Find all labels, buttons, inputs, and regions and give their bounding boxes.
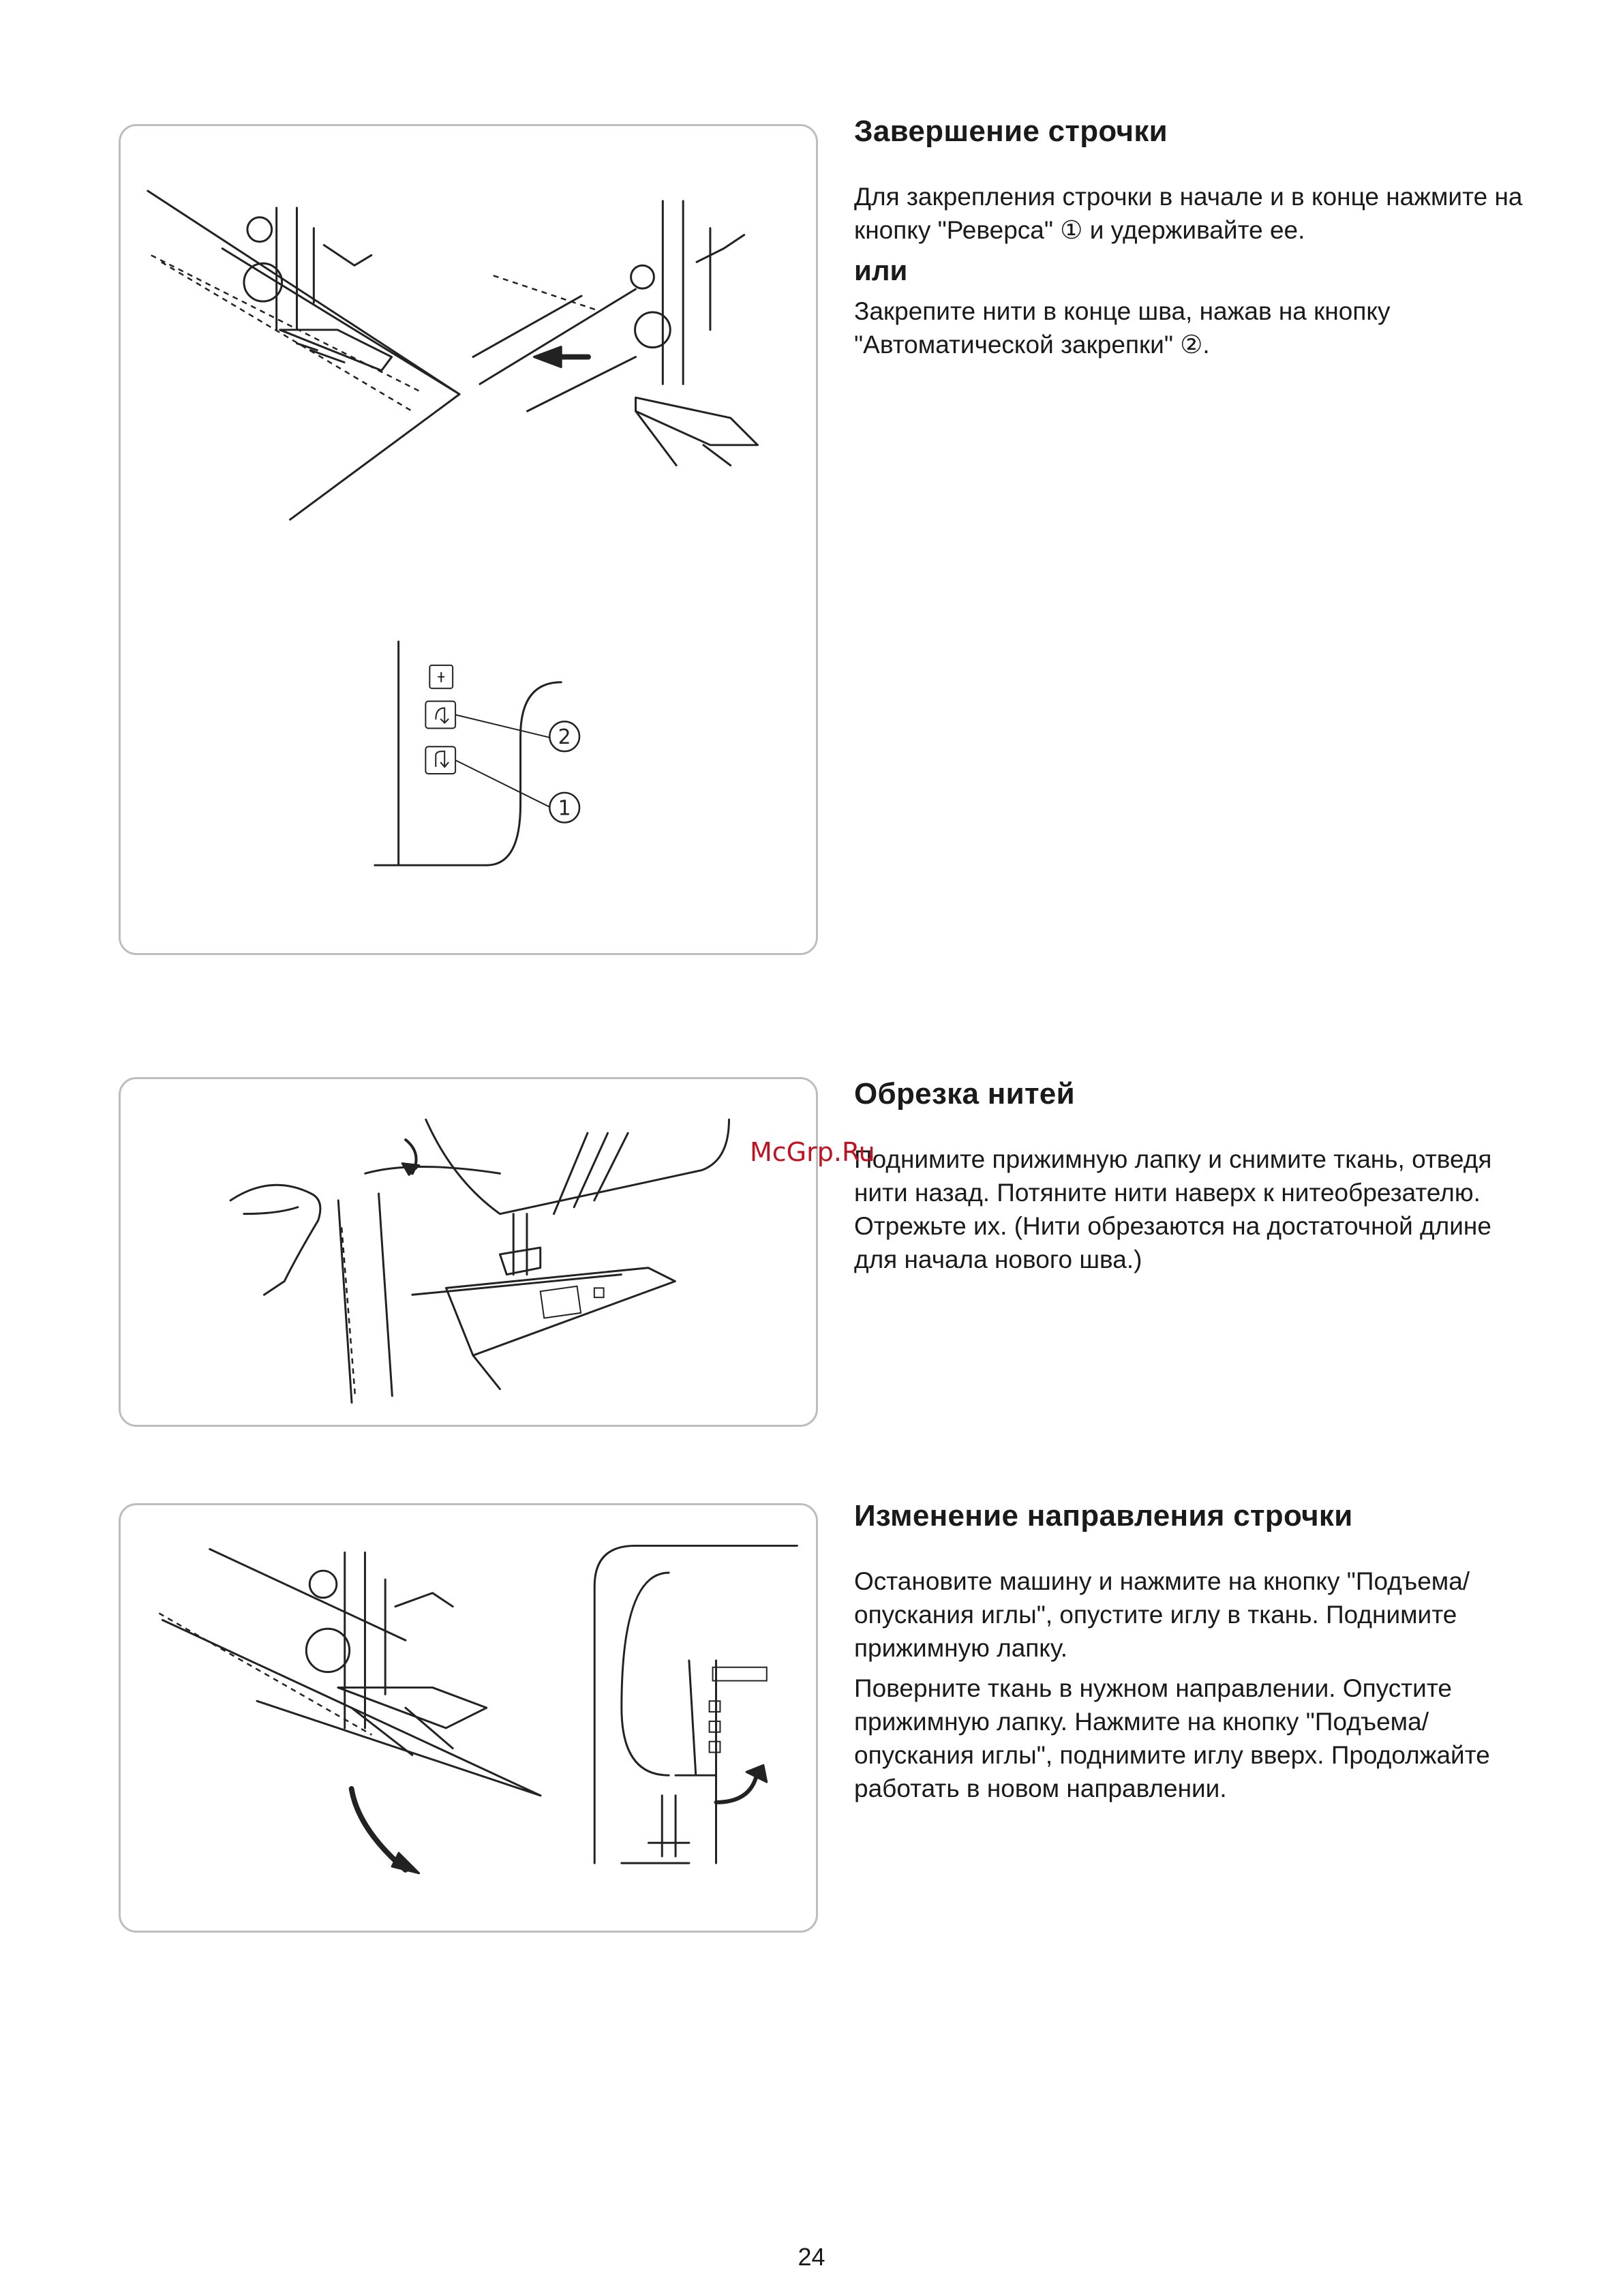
or-label: или xyxy=(854,254,908,286)
section-paragraph: Остановите машину и нажмите на кнопку "Подъема/опускания иглы", опустите иглу в ткань. Поднимите прижимную лапку. xyxy=(854,1567,1470,1662)
section-stitch-finishing xyxy=(854,115,1536,368)
section-paragraph: Поверните ткань в нужном направлении. Опустите прижимную лапку. Нажмите на кнопку "Подъема/опускания иглы", поднимите иглу вверх. Продолжайте работать в новом направлении. xyxy=(854,1674,1490,1802)
direction-change-illustration xyxy=(121,1505,816,1931)
section-title: Завершение строчки xyxy=(854,115,1168,148)
section-title: Обрезка нитей xyxy=(854,1077,1075,1111)
watermark: McGrp.Ru xyxy=(750,1137,875,1167)
figure-stitch-finishing xyxy=(119,124,818,955)
section-paragraph: Закрепите нити в конце шва, нажав на кнопку "Автоматической закрепки" ②. xyxy=(854,297,1391,359)
thread-cutting-illustration xyxy=(121,1079,816,1425)
presser-foot-illustration xyxy=(121,126,816,953)
callout-2-label: 2 xyxy=(558,725,571,750)
figure-thread-cutting xyxy=(119,1077,818,1427)
section-paragraph: Для закрепления строчки в начале и в конце нажмите на кнопку "Реверса" ① и удерживайте ее. xyxy=(854,183,1523,244)
section-direction-change xyxy=(854,1499,1536,1812)
page-number: 24 xyxy=(798,2243,825,2271)
section-title: Изменение направления строчки xyxy=(854,1499,1353,1532)
section-thread-cutting xyxy=(854,1077,1536,1283)
figure-direction-change xyxy=(119,1503,818,1933)
callout-1-label: 1 xyxy=(558,796,571,821)
section-paragraph: Поднимите прижимную лапку и снимите ткань, отведя нити назад. Потяните нити наверх к нитеобрезателю. Отрежьте их. (Нити обрезаются на достаточной длине для начала нового шва.) xyxy=(854,1145,1492,1273)
